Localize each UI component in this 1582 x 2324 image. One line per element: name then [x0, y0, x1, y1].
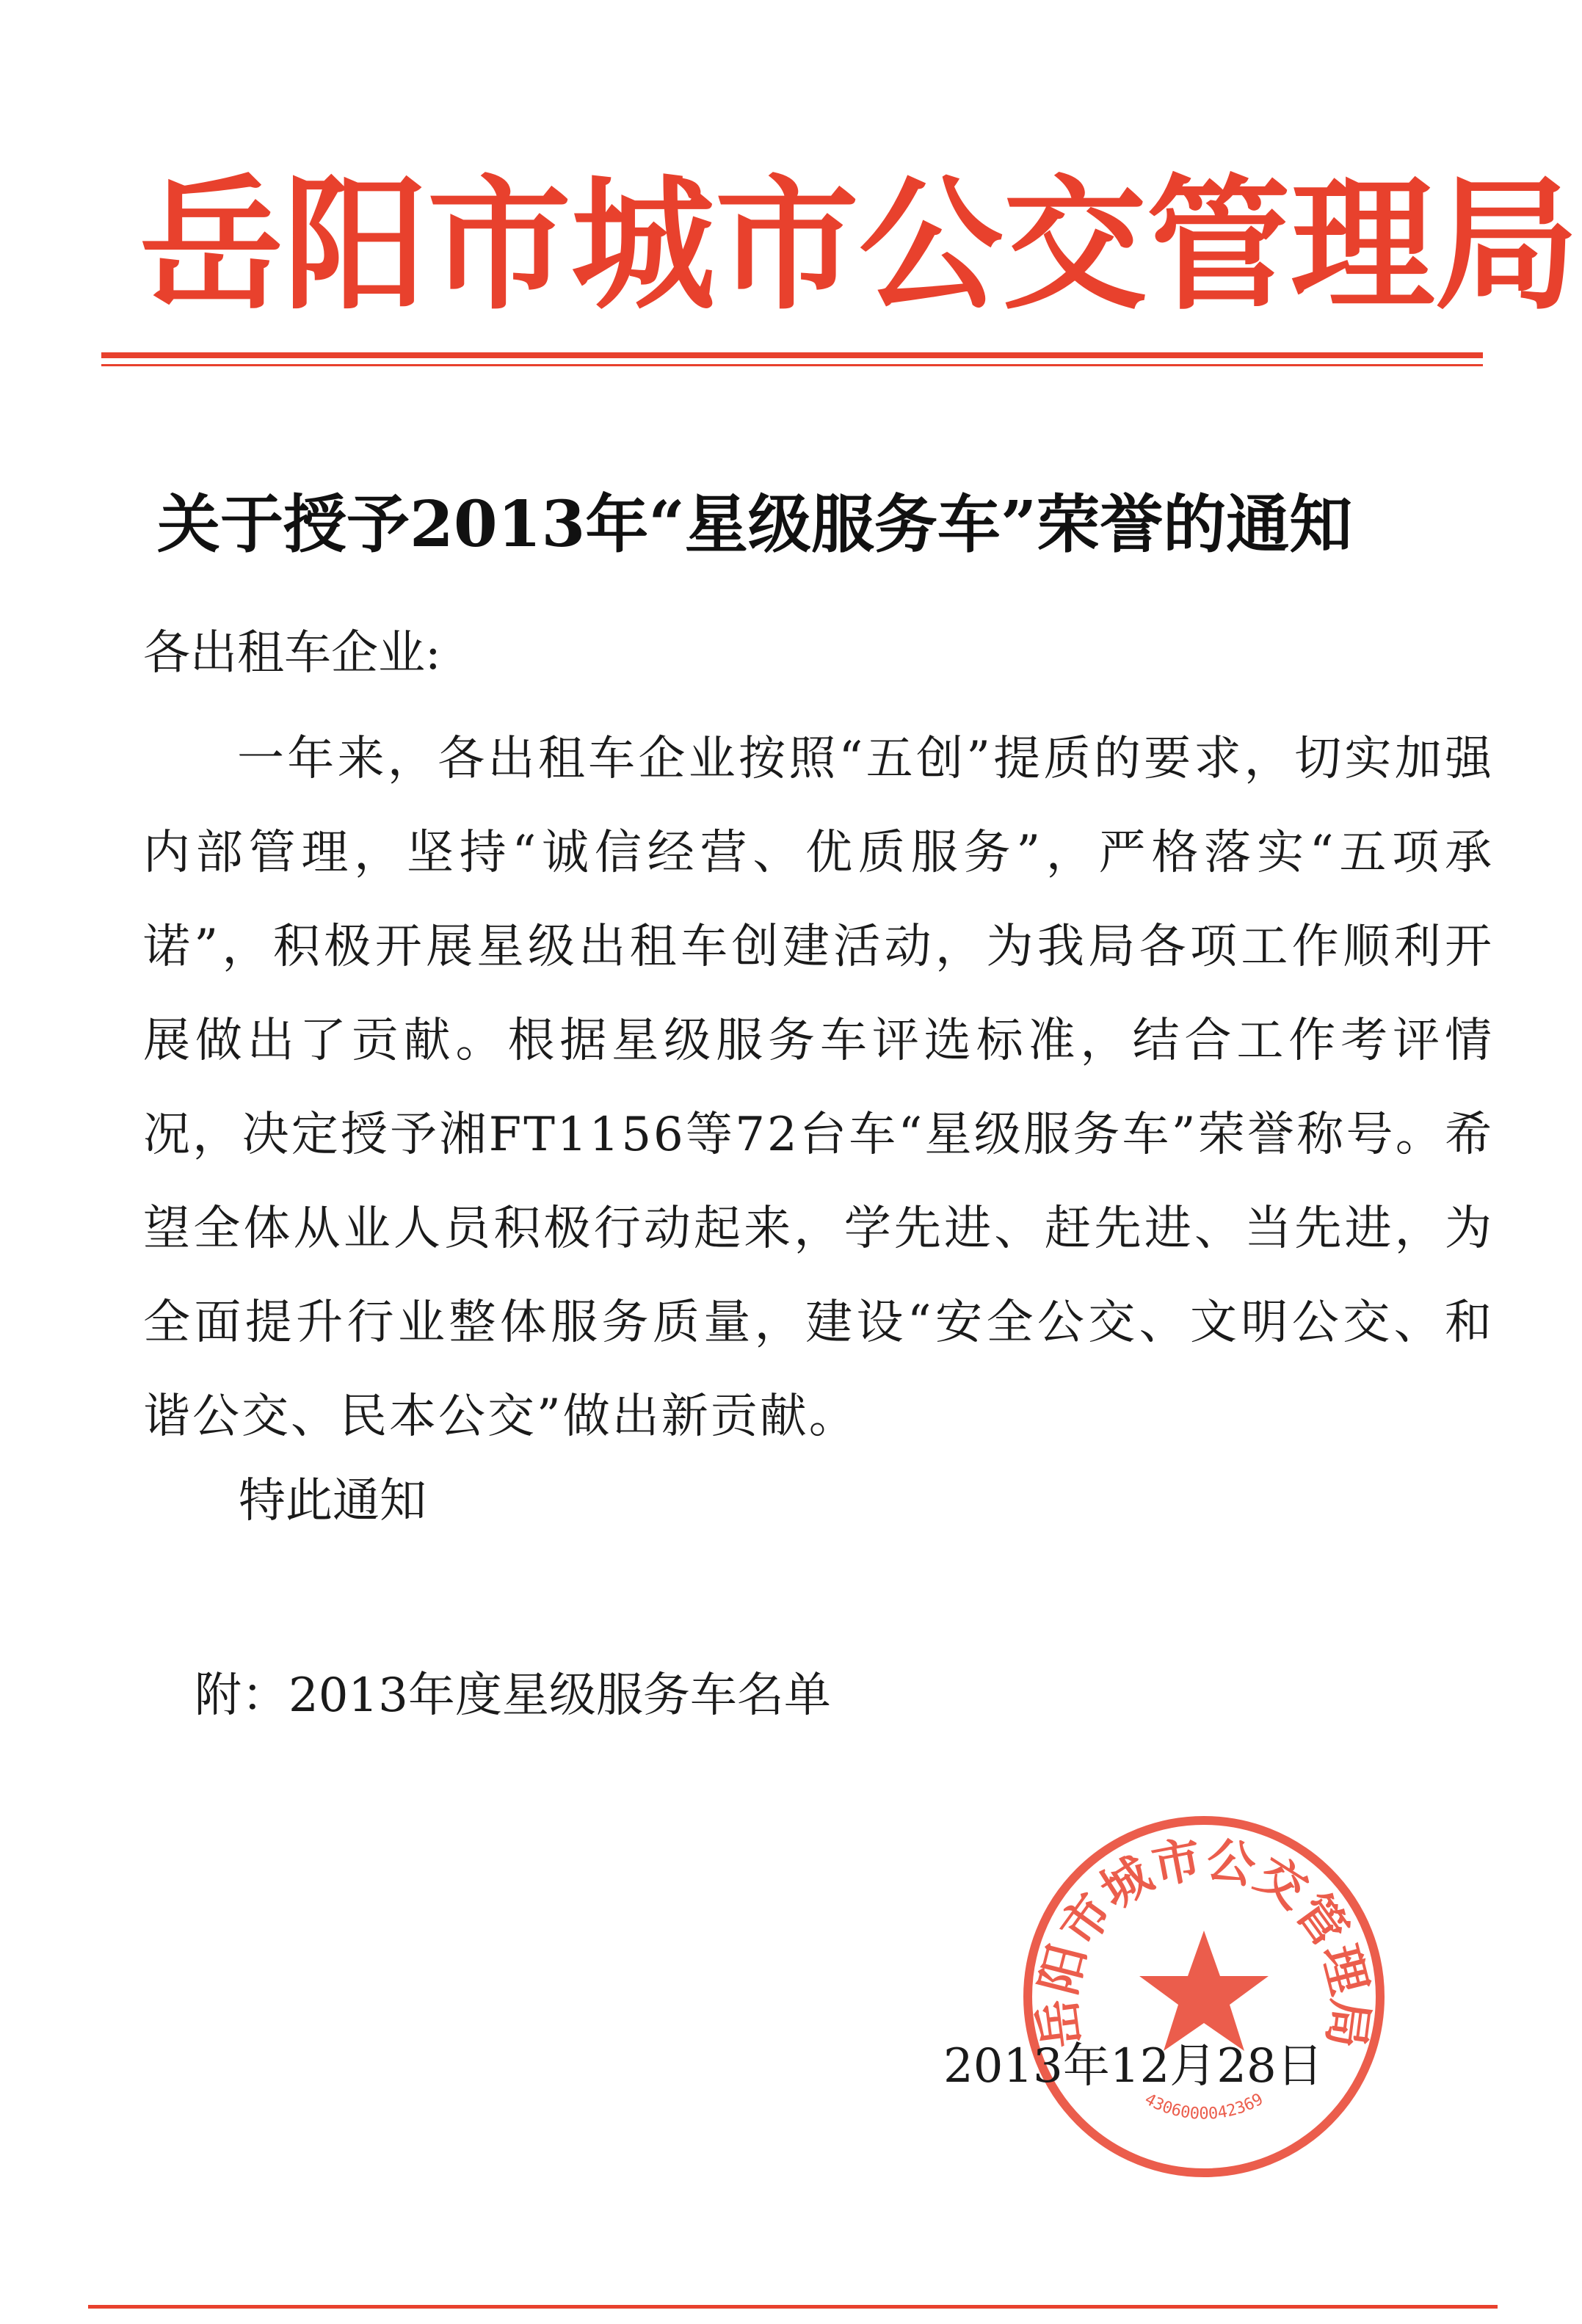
body-paragraph: 一年来，各出租车企业按照“五创”提质的要求，切实加强内部管理，坚持“诚信经营、优质服务”，严格落实“五项承诺”，积极开展星级出租车创建活动，为我局各项工作顺利开展做出了贡献。根据星级服务车评选标准，结合工作考评情况，决定授予湘FT1156等72台车“星级服务车”荣誉称号。希望全体从业人员积极行动起来，学先进、赶先进、当先进，为全面提升行业整体服务质量，建设“安全公交、文明公交、和谐公交、民本公交”做出新贡献。 [143, 732, 1494, 1444]
attachment-line: 附：2013年度星级服务车名单 [195, 1668, 831, 1723]
letterhead-rule-thin [101, 364, 1483, 366]
salutation: 各出租车企业: [143, 626, 441, 680]
official-seal [1013, 1806, 1395, 2187]
footer-rule [88, 2305, 1498, 2309]
seal-text-path: 岳阳市城市公交管理局 [1028, 1830, 1379, 2052]
document-title: 关于授予2013年“星级服务车”荣誉的通知 [157, 487, 1353, 562]
letterhead-rule-thick [101, 352, 1483, 358]
document-date: 2013年12月28日 [943, 2039, 1324, 2094]
letterhead-title: 岳阳市城市公交管理局 [139, 162, 1579, 330]
seal-code-path: 4306000042369 [1141, 2090, 1267, 2124]
closing-line: 特此通知 [239, 1474, 427, 1528]
